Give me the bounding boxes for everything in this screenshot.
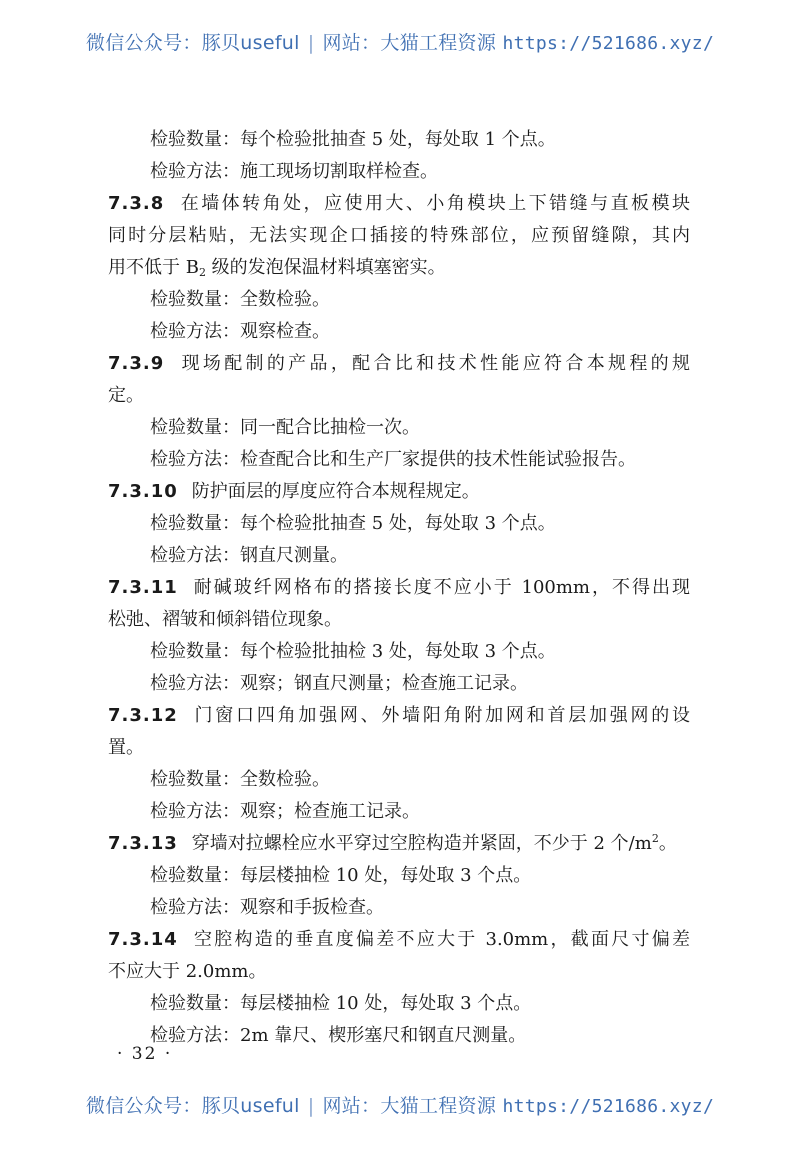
clause-7-3-8: [108, 188, 690, 220]
watermark-header: [0, 28, 800, 55]
clause-number: 7.3.9: [108, 353, 165, 374]
clause-number: 7.3.13: [108, 833, 178, 854]
inspection-method: 检验方法：钢直尺测量。: [150, 545, 348, 566]
inspection-quantity: 检验数量：每层楼抽检 10 处，每处取 3 个点。: [150, 993, 532, 1014]
document-body: [108, 124, 690, 1052]
clause-text-line: 松弛、褶皱和倾斜错位现象。: [108, 609, 342, 630]
page-number: · 32 ·: [117, 1044, 173, 1064]
clause-text-line: 不应大于 2.0mm。: [108, 961, 267, 982]
watermark-footer: [0, 1091, 800, 1118]
inspection-method: 检验方法：施工现场切割取样检查。: [150, 161, 438, 182]
watermark-url[interactable]: https://521686.xyz/: [502, 1096, 715, 1117]
superscript: 2: [651, 832, 659, 845]
inspection-quantity: 检验数量：每个检验批抽检 3 处，每处取 3 个点。: [150, 641, 556, 662]
inspection-method: 检验方法：观察和手扳检查。: [150, 897, 384, 918]
clause-text: 。: [658, 833, 677, 854]
clause-number: 7.3.10: [108, 481, 178, 502]
clause-7-3-10: [108, 476, 690, 508]
watermark-separator: |: [307, 1095, 315, 1117]
inspection-quantity: 检验数量：每个检验批抽查 5 处，每处取 1 个点。: [150, 129, 556, 150]
watermark-separator: |: [307, 32, 315, 54]
clause-text: 穿墙对拉螺栓应水平穿过空腔构造并紧固，不少于 2 个/m: [191, 833, 652, 854]
inspection-method: 检验方法：2m 靠尺、楔形塞尺和钢直尺测量。: [150, 1025, 527, 1046]
clause-text-line: 置。: [108, 737, 144, 758]
clause-text: 用不低于 B: [108, 257, 199, 278]
clause-text: 现场配制的产品，配合比和技术性能应符合本规程的规: [178, 353, 690, 374]
clause-text: 空腔构造的垂直度偏差不应大于 3.0mm，截面尺寸偏差: [191, 929, 690, 950]
inspection-quantity: 检验数量：每个检验批抽查 5 处，每处取 3 个点。: [150, 513, 556, 534]
clause-text: 在墙体转角处，应使用大、小角模块上下错缝与直板模块: [178, 193, 690, 214]
inspection-method: 检验方法：观察；检查施工记录。: [150, 801, 420, 822]
clause-7-3-11: [108, 572, 690, 604]
watermark-wechat: 微信公众号：豚贝useful: [85, 1095, 300, 1117]
inspection-quantity: 检验数量：同一配合比抽检一次。: [150, 417, 420, 438]
clause-text: 防护面层的厚度应符合本规程规定。: [191, 481, 480, 502]
clause-number: 7.3.14: [108, 929, 178, 950]
inspection-method: 检验方法：观察；钢直尺测量；检查施工记录。: [150, 673, 528, 694]
clause-text: 级的发泡保温材料填塞密实。: [205, 257, 446, 278]
inspection-quantity: 检验数量：每层楼抽检 10 处，每处取 3 个点。: [150, 865, 532, 886]
clause-7-3-13: [108, 828, 690, 860]
watermark-wechat: 微信公众号：豚贝useful: [85, 32, 300, 54]
clause-text: 耐碱玻纤网格布的搭接长度不应小于 100mm，不得出现: [191, 577, 690, 598]
inspection-method: 检验方法：观察检查。: [150, 321, 330, 342]
watermark-site: 网站：大猫工程资源: [322, 1095, 497, 1117]
clause-7-3-14: [108, 924, 690, 956]
clause-text: 门窗口四角加强网、外墙阳角附加网和首层加强网的设: [191, 705, 690, 726]
inspection-quantity: 检验数量：全数检验。: [150, 289, 330, 310]
clause-7-3-9: [108, 348, 690, 380]
clause-number: 7.3.8: [108, 193, 165, 214]
subscript: 2: [198, 266, 206, 279]
watermark-url[interactable]: https://521686.xyz/: [502, 33, 715, 54]
clause-number: 7.3.11: [108, 577, 178, 598]
inspection-quantity: 检验数量：全数检验。: [150, 769, 330, 790]
inspection-method: 检验方法：检查配合比和生产厂家提供的技术性能试验报告。: [150, 449, 636, 470]
clause-text-line: [108, 252, 690, 284]
clause-number: 7.3.12: [108, 705, 178, 726]
clause-text-line: 同时分层粘贴，无法实现企口插接的特殊部位，应预留缝隙，其内: [108, 225, 690, 246]
clause-7-3-12: [108, 700, 690, 732]
clause-text-line: 定。: [108, 385, 144, 406]
watermark-site: 网站：大猫工程资源: [322, 32, 497, 54]
